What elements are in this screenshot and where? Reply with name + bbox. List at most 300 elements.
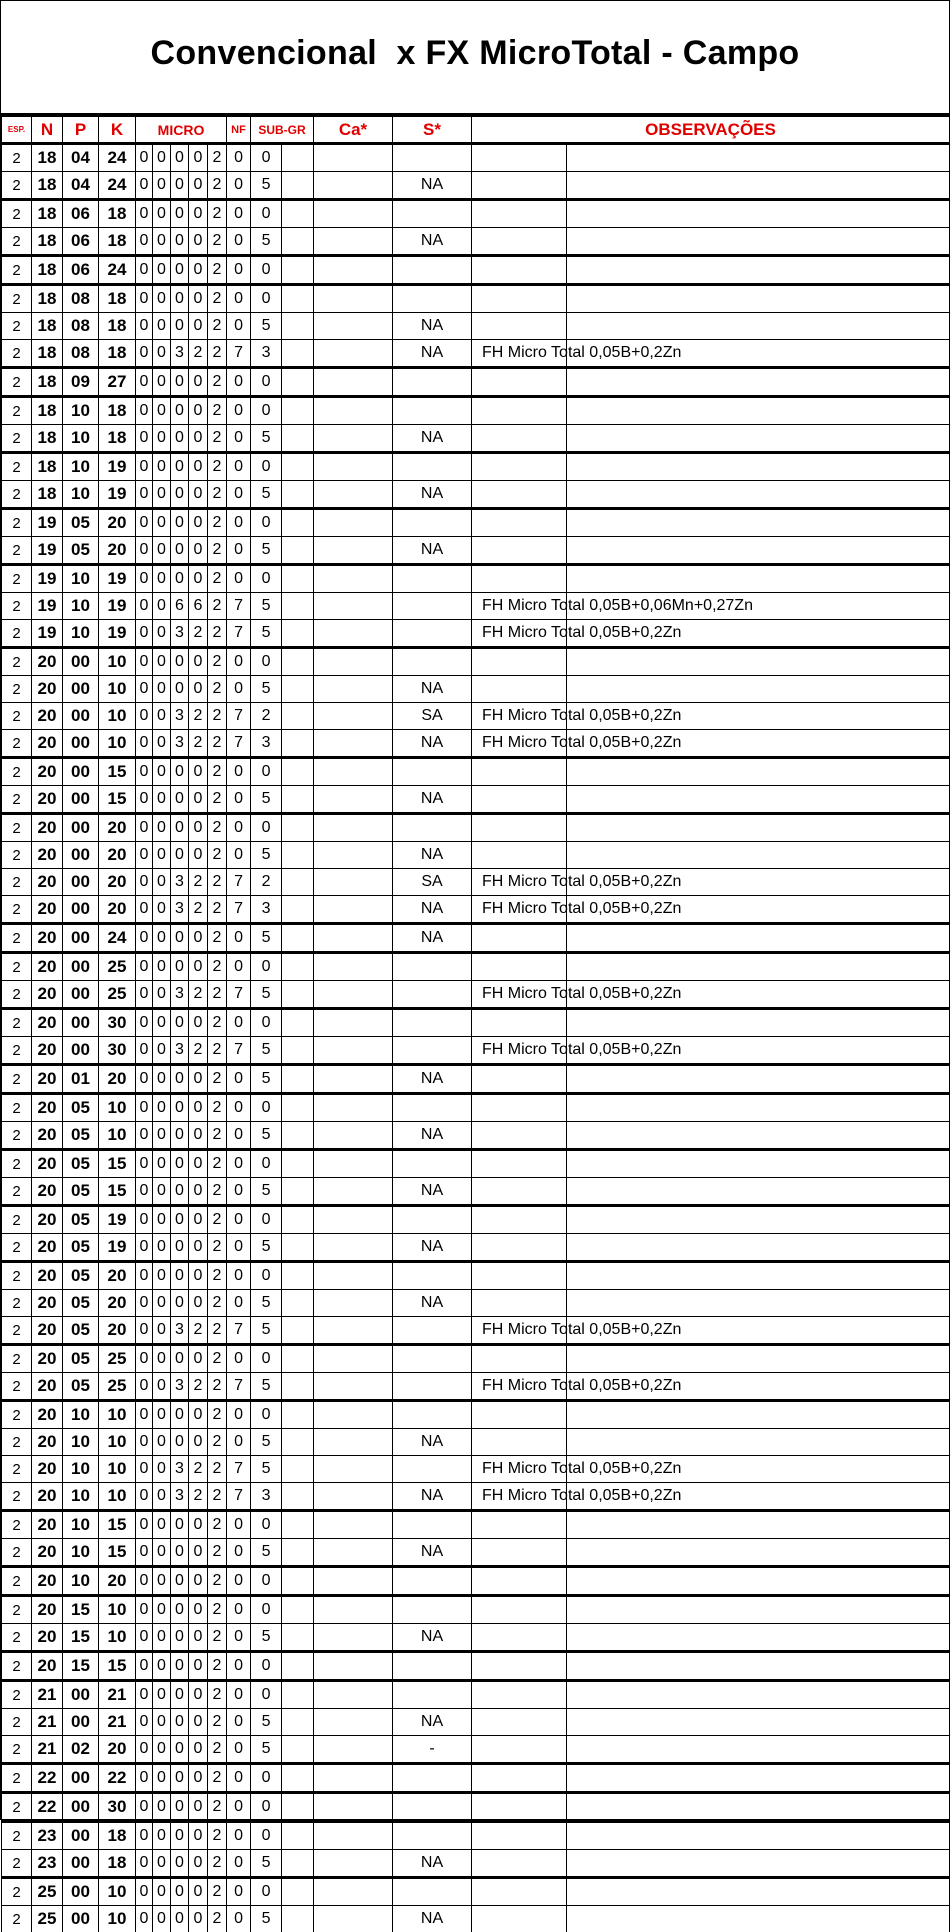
cell-obs-note (567, 648, 950, 676)
cell-micro-5: 2 (208, 425, 227, 453)
cell-sub-gr-1: 0 (251, 200, 282, 228)
cell-micro-4: 2 (189, 896, 208, 924)
cell-micro-4: 0 (189, 786, 208, 814)
cell-sub-gr-2 (282, 620, 314, 648)
cell-ca (314, 1850, 393, 1878)
cell-micro-1: 0 (136, 228, 153, 256)
cell-obs-code (472, 1681, 567, 1709)
cell-micro-3: 0 (171, 1094, 189, 1122)
cell-micro-3: 0 (171, 842, 189, 869)
cell-n: 22 (32, 1764, 63, 1793)
cell-k: 10 (99, 676, 136, 703)
cell-ca (314, 1206, 393, 1234)
cell-s: NA (393, 172, 472, 200)
cell-esp: 2 (2, 1317, 32, 1345)
cell-obs-note (567, 537, 950, 565)
cell-k: 19 (99, 593, 136, 620)
cell-micro-5: 2 (208, 703, 227, 730)
cell-obs-code (472, 1652, 567, 1681)
cell-micro-1: 0 (136, 1206, 153, 1234)
cell-nf: 0 (227, 200, 251, 228)
cell-ca (314, 1681, 393, 1709)
cell-micro-1: 0 (136, 620, 153, 648)
cell-obs-code (472, 814, 567, 842)
cell-p: 00 (63, 1822, 99, 1850)
cell-micro-4: 0 (189, 1122, 208, 1150)
cell-k: 30 (99, 1793, 136, 1822)
cell-micro-1: 0 (136, 1262, 153, 1290)
cell-nf: 7 (227, 1037, 251, 1065)
cell-nf: 0 (227, 1652, 251, 1681)
cell-obs-code (472, 1009, 567, 1037)
table-row (2, 1764, 950, 1793)
cell-esp: 2 (2, 758, 32, 786)
cell-obs-note (567, 1878, 950, 1906)
cell-micro-5: 2 (208, 1456, 227, 1483)
cell-obs-code (472, 1206, 567, 1234)
cell-micro-1: 0 (136, 703, 153, 730)
cell-micro-2: 0 (153, 1878, 171, 1906)
cell-obs-note (567, 1567, 950, 1596)
cell-n: 20 (32, 1624, 63, 1652)
cell-micro-2: 0 (153, 896, 171, 924)
cell-sub-gr-2 (282, 1850, 314, 1878)
cell-micro-1: 0 (136, 1850, 153, 1878)
cell-micro-2: 0 (153, 1567, 171, 1596)
cell-p: 05 (63, 537, 99, 565)
cell-sub-gr-1: 0 (251, 565, 282, 593)
cell-sub-gr-1: 0 (251, 1878, 282, 1906)
header-micro: MICRO (136, 117, 227, 144)
cell-micro-1: 0 (136, 565, 153, 593)
cell-n: 20 (32, 648, 63, 676)
cell-obs-code (472, 509, 567, 537)
cell-micro-3: 0 (171, 1234, 189, 1262)
cell-s (393, 368, 472, 397)
cell-k: 10 (99, 703, 136, 730)
cell-p: 00 (63, 676, 99, 703)
cell-micro-3: 0 (171, 648, 189, 676)
cell-nf: 0 (227, 1878, 251, 1906)
cell-micro-5: 2 (208, 144, 227, 172)
cell-micro-5: 2 (208, 1178, 227, 1206)
cell-micro-5: 2 (208, 953, 227, 981)
cell-ca (314, 1483, 393, 1511)
cell-p: 05 (63, 1206, 99, 1234)
cell-n: 19 (32, 565, 63, 593)
cell-esp: 2 (2, 1681, 32, 1709)
cell-k: 15 (99, 786, 136, 814)
cell-micro-5: 2 (208, 1317, 227, 1345)
cell-nf: 0 (227, 1906, 251, 1932)
cell-micro-4: 0 (189, 509, 208, 537)
table-row (2, 730, 950, 758)
cell-n: 20 (32, 1345, 63, 1373)
cell-s: NA (393, 842, 472, 869)
cell-obs-code (472, 1401, 567, 1429)
cell-ca (314, 425, 393, 453)
cell-micro-2: 0 (153, 1401, 171, 1429)
cell-sub-gr-1: 0 (251, 256, 282, 285)
cell-k: 24 (99, 172, 136, 200)
cell-sub-gr-1: 5 (251, 1709, 282, 1736)
header-nf: NF (227, 117, 251, 144)
cell-nf: 0 (227, 1401, 251, 1429)
table-row (2, 453, 950, 481)
cell-s: NA (393, 730, 472, 758)
cell-micro-4: 0 (189, 1262, 208, 1290)
cell-nf: 0 (227, 814, 251, 842)
cell-obs-note (567, 1401, 950, 1429)
cell-micro-1: 0 (136, 481, 153, 509)
cell-sub-gr-2 (282, 256, 314, 285)
cell-p: 10 (63, 397, 99, 425)
cell-ca (314, 1709, 393, 1736)
cell-micro-2: 0 (153, 1681, 171, 1709)
cell-k: 10 (99, 1401, 136, 1429)
cell-micro-4: 0 (189, 200, 208, 228)
cell-ca (314, 1150, 393, 1178)
cell-esp: 2 (2, 340, 32, 368)
cell-nf: 0 (227, 1234, 251, 1262)
cell-esp: 2 (2, 1483, 32, 1511)
cell-s (393, 1094, 472, 1122)
cell-micro-4: 0 (189, 1290, 208, 1317)
cell-n: 19 (32, 537, 63, 565)
cell-micro-5: 2 (208, 481, 227, 509)
cell-micro-4: 0 (189, 1736, 208, 1764)
cell-ca (314, 1456, 393, 1483)
table-row (2, 953, 950, 981)
cell-ca (314, 676, 393, 703)
cell-sub-gr-2 (282, 1373, 314, 1401)
cell-esp: 2 (2, 1567, 32, 1596)
cell-s (393, 1317, 472, 1345)
cell-ca (314, 953, 393, 981)
table-row (2, 814, 950, 842)
cell-esp: 2 (2, 1736, 32, 1764)
cell-sub-gr-1: 0 (251, 758, 282, 786)
cell-micro-5: 2 (208, 1709, 227, 1736)
cell-obs-code (472, 1539, 567, 1567)
cell-n: 19 (32, 593, 63, 620)
cell-nf: 0 (227, 1736, 251, 1764)
cell-obs-code (472, 758, 567, 786)
cell-obs-code (472, 1290, 567, 1317)
cell-sub-gr-1: 0 (251, 1206, 282, 1234)
cell-k: 18 (99, 285, 136, 313)
table-row (2, 1709, 950, 1736)
cell-micro-3: 3 (171, 340, 189, 368)
cell-nf: 0 (227, 509, 251, 537)
cell-ca (314, 509, 393, 537)
cell-micro-5: 2 (208, 1681, 227, 1709)
cell-sub-gr-2 (282, 1094, 314, 1122)
cell-micro-5: 2 (208, 1009, 227, 1037)
cell-nf: 0 (227, 1681, 251, 1709)
cell-micro-2: 0 (153, 228, 171, 256)
cell-esp: 2 (2, 1345, 32, 1373)
cell-n: 20 (32, 1206, 63, 1234)
cell-sub-gr-1: 5 (251, 425, 282, 453)
cell-esp: 2 (2, 425, 32, 453)
cell-nf: 0 (227, 256, 251, 285)
cell-sub-gr-2 (282, 1122, 314, 1150)
table-row (2, 1850, 950, 1878)
cell-esp: 2 (2, 786, 32, 814)
cell-n: 20 (32, 1429, 63, 1456)
table-row (2, 537, 950, 565)
cell-nf: 0 (227, 397, 251, 425)
cell-micro-4: 0 (189, 1906, 208, 1932)
cell-s: NA (393, 676, 472, 703)
cell-esp: 2 (2, 1429, 32, 1456)
table-row (2, 1262, 950, 1290)
cell-micro-2: 0 (153, 676, 171, 703)
cell-micro-5: 2 (208, 340, 227, 368)
cell-esp: 2 (2, 620, 32, 648)
cell-micro-1: 0 (136, 1122, 153, 1150)
cell-micro-2: 0 (153, 1065, 171, 1094)
cell-micro-2: 0 (153, 1709, 171, 1736)
cell-p: 00 (63, 1764, 99, 1793)
cell-obs-code (472, 842, 567, 869)
cell-micro-1: 0 (136, 1429, 153, 1456)
cell-ca (314, 758, 393, 786)
cell-micro-5: 2 (208, 397, 227, 425)
cell-obs-note (567, 1822, 950, 1850)
cell-micro-4: 2 (189, 1373, 208, 1401)
cell-k: 20 (99, 1567, 136, 1596)
cell-sub-gr-2 (282, 1511, 314, 1539)
cell-obs-code (472, 1736, 567, 1764)
cell-sub-gr-1: 0 (251, 1681, 282, 1709)
cell-micro-1: 0 (136, 1290, 153, 1317)
cell-micro-2: 0 (153, 1906, 171, 1932)
cell-micro-1: 0 (136, 1652, 153, 1681)
cell-esp: 2 (2, 313, 32, 340)
cell-obs-note (567, 565, 950, 593)
cell-micro-1: 0 (136, 1822, 153, 1850)
cell-p: 06 (63, 228, 99, 256)
cell-n: 18 (32, 340, 63, 368)
cell-s (393, 565, 472, 593)
cell-k: 24 (99, 256, 136, 285)
cell-sub-gr-1: 5 (251, 1906, 282, 1932)
table-row (2, 1037, 950, 1065)
cell-micro-4: 0 (189, 676, 208, 703)
cell-n: 20 (32, 1596, 63, 1624)
cell-micro-2: 0 (153, 1290, 171, 1317)
cell-obs-code: FH Micro Total 0,05B+0,2Zn (472, 1037, 567, 1065)
cell-esp: 2 (2, 1234, 32, 1262)
table-row (2, 1681, 950, 1709)
cell-k: 19 (99, 453, 136, 481)
cell-obs-code (472, 1764, 567, 1793)
table-row (2, 1567, 950, 1596)
cell-micro-1: 0 (136, 786, 153, 814)
cell-micro-1: 0 (136, 869, 153, 896)
cell-p: 10 (63, 1511, 99, 1539)
cell-k: 18 (99, 1822, 136, 1850)
cell-nf: 7 (227, 896, 251, 924)
cell-p: 10 (63, 565, 99, 593)
cell-micro-1: 0 (136, 1539, 153, 1567)
cell-micro-1: 0 (136, 537, 153, 565)
cell-p: 10 (63, 1483, 99, 1511)
cell-p: 00 (63, 869, 99, 896)
cell-micro-5: 2 (208, 1850, 227, 1878)
table-row (2, 593, 950, 620)
cell-micro-3: 0 (171, 481, 189, 509)
cell-sub-gr-1: 3 (251, 730, 282, 758)
cell-sub-gr-1: 3 (251, 896, 282, 924)
cell-micro-1: 0 (136, 1456, 153, 1483)
cell-k: 19 (99, 620, 136, 648)
cell-micro-1: 0 (136, 144, 153, 172)
table-row (2, 1429, 950, 1456)
cell-esp: 2 (2, 1456, 32, 1483)
cell-s: NA (393, 1906, 472, 1932)
cell-obs-note (567, 144, 950, 172)
cell-esp: 2 (2, 509, 32, 537)
cell-sub-gr-1: 0 (251, 1652, 282, 1681)
cell-nf: 0 (227, 1793, 251, 1822)
cell-micro-4: 0 (189, 172, 208, 200)
cell-p: 06 (63, 256, 99, 285)
cell-micro-1: 0 (136, 509, 153, 537)
cell-sub-gr-2 (282, 730, 314, 758)
cell-micro-2: 0 (153, 1373, 171, 1401)
cell-obs-code (472, 648, 567, 676)
cell-ca (314, 842, 393, 869)
cell-ca (314, 285, 393, 313)
cell-s: NA (393, 1234, 472, 1262)
cell-micro-5: 2 (208, 1345, 227, 1373)
table-row (2, 1234, 950, 1262)
cell-micro-5: 2 (208, 620, 227, 648)
cell-micro-3: 0 (171, 1429, 189, 1456)
cell-sub-gr-1: 0 (251, 1567, 282, 1596)
cell-micro-3: 0 (171, 1681, 189, 1709)
cell-k: 10 (99, 730, 136, 758)
cell-micro-4: 0 (189, 228, 208, 256)
cell-obs-note (567, 228, 950, 256)
cell-sub-gr-1: 0 (251, 144, 282, 172)
cell-micro-4: 0 (189, 1206, 208, 1234)
cell-ca (314, 1122, 393, 1150)
cell-obs-code (472, 256, 567, 285)
cell-micro-3: 0 (171, 814, 189, 842)
table-row (2, 1822, 950, 1850)
cell-sub-gr-2 (282, 397, 314, 425)
cell-micro-4: 2 (189, 981, 208, 1009)
cell-n: 25 (32, 1906, 63, 1932)
cell-micro-1: 0 (136, 676, 153, 703)
cell-micro-1: 0 (136, 758, 153, 786)
table-row (2, 703, 950, 730)
cell-obs-code (472, 1065, 567, 1094)
cell-micro-4: 0 (189, 1850, 208, 1878)
cell-n: 20 (32, 1456, 63, 1483)
cell-p: 15 (63, 1596, 99, 1624)
cell-esp: 2 (2, 981, 32, 1009)
cell-sub-gr-1: 0 (251, 1793, 282, 1822)
cell-micro-2: 0 (153, 285, 171, 313)
cell-esp: 2 (2, 814, 32, 842)
cell-s: NA (393, 896, 472, 924)
cell-n: 25 (32, 1878, 63, 1906)
cell-micro-4: 0 (189, 256, 208, 285)
cell-esp: 2 (2, 537, 32, 565)
cell-p: 10 (63, 1401, 99, 1429)
cell-obs-note (567, 509, 950, 537)
cell-k: 15 (99, 1511, 136, 1539)
cell-obs-note (567, 1681, 950, 1709)
cell-esp: 2 (2, 1401, 32, 1429)
cell-micro-2: 0 (153, 144, 171, 172)
cell-micro-4: 0 (189, 648, 208, 676)
cell-micro-3: 0 (171, 1906, 189, 1932)
cell-sub-gr-1: 5 (251, 1429, 282, 1456)
cell-esp: 2 (2, 676, 32, 703)
cell-ca (314, 981, 393, 1009)
cell-obs-note (567, 953, 950, 981)
cell-micro-3: 3 (171, 1037, 189, 1065)
cell-obs-code (472, 1262, 567, 1290)
cell-sub-gr-2 (282, 1539, 314, 1567)
cell-k: 21 (99, 1709, 136, 1736)
cell-s (393, 453, 472, 481)
cell-esp: 2 (2, 1150, 32, 1178)
cell-nf: 0 (227, 144, 251, 172)
cell-p: 10 (63, 481, 99, 509)
cell-k: 20 (99, 1290, 136, 1317)
cell-micro-2: 0 (153, 565, 171, 593)
cell-s (393, 1345, 472, 1373)
cell-sub-gr-1: 0 (251, 1345, 282, 1373)
cell-obs-note (567, 676, 950, 703)
cell-obs-note (567, 924, 950, 953)
cell-ca (314, 786, 393, 814)
cell-obs-code (472, 1624, 567, 1652)
cell-s: NA (393, 924, 472, 953)
cell-micro-1: 0 (136, 285, 153, 313)
cell-micro-3: 0 (171, 1850, 189, 1878)
cell-s: NA (393, 1290, 472, 1317)
cell-ca (314, 1065, 393, 1094)
cell-micro-4: 0 (189, 1345, 208, 1373)
cell-sub-gr-2 (282, 1878, 314, 1906)
cell-obs-code (472, 481, 567, 509)
cell-obs-note (567, 1793, 950, 1822)
cell-s: NA (393, 537, 472, 565)
cell-ca (314, 537, 393, 565)
cell-micro-1: 0 (136, 1483, 153, 1511)
cell-obs-note (567, 1206, 950, 1234)
cell-n: 18 (32, 285, 63, 313)
cell-obs-note (567, 481, 950, 509)
cell-nf: 0 (227, 1567, 251, 1596)
cell-micro-4: 0 (189, 924, 208, 953)
cell-micro-3: 3 (171, 896, 189, 924)
cell-nf: 7 (227, 340, 251, 368)
cell-s: NA (393, 786, 472, 814)
cell-ca (314, 1764, 393, 1793)
cell-esp: 2 (2, 144, 32, 172)
cell-micro-4: 0 (189, 313, 208, 340)
cell-micro-2: 0 (153, 425, 171, 453)
